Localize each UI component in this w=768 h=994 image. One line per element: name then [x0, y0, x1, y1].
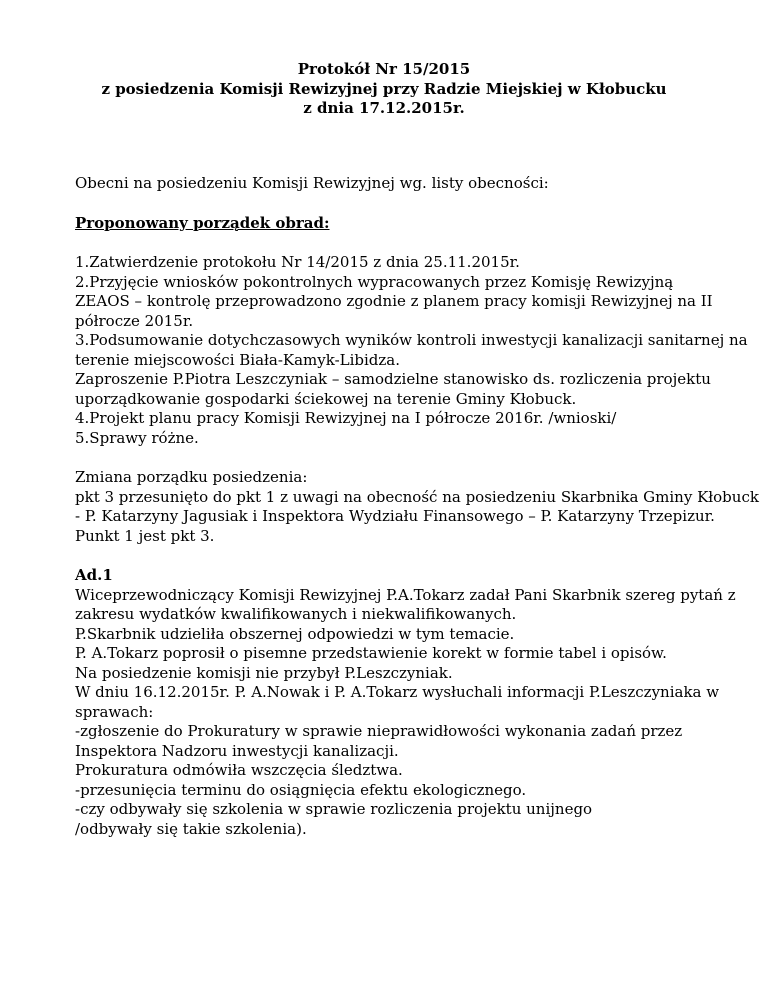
ad1-line: Inspektora Nadzoru inwestycji kanalizacji. [75, 741, 399, 760]
ad1-line: -czy odbywały się szkolenia w sprawie rozliczenia projektu unijnego [75, 800, 593, 818]
ad1-section [75, 585, 736, 840]
protocol-date: z dnia 17.12.2015r. [303, 99, 465, 117]
agenda-line: półrocze 2015r. [75, 311, 194, 330]
ad1-line: /odbywały się takie szkolenia). [75, 819, 307, 838]
ad1-line: P.Skarbnik udzieliła obszernej odpowiedzi w tym temacie. [75, 624, 515, 643]
agenda-line: 4.Projekt planu pracy Komisji Rewizyjnej na I półrocze 2016r. /wnioski/ [75, 409, 617, 427]
change-line: pkt 3 przesunięto do pkt 1 z uwagi na obecność na posiedzeniu Skarbnika Gminy Kłobuck [75, 487, 759, 506]
ad1-heading: Ad.1 [75, 566, 113, 584]
agenda-change-section [75, 468, 759, 546]
agenda-line: 1.Zatwierdzenie protokołu Nr 14/2015 z dnia 25.11.2015r. [75, 253, 520, 271]
agenda-list [75, 253, 748, 448]
agenda-heading: Proponowany porządek obrad: [75, 213, 330, 232]
ad1-line: Wiceprzewodniczący Komisji Rewizyjnej P.A.Tokarz zadał Pani Skarbnik szereg pytań z [75, 585, 736, 604]
agenda-line: 5.Sprawy różne. [75, 428, 199, 447]
agenda-line: Zaproszenie P.Piotra Leszczyniak – samodzielne stanowisko ds. rozliczenia projektu [75, 370, 711, 388]
agenda-line: 3.Podsumowanie dotychczasowych wyników kontroli inwestycji kanalizacji sanitarnej na [75, 331, 748, 349]
protocol-subtitle: z posiedzenia Komisji Rewizyjnej przy Radzie Miejskiej w Kłobucku [101, 79, 667, 98]
ad1-line: -zgłoszenie do Prokuratury w sprawie nieprawidłowości wykonania zadań przez [75, 722, 683, 740]
ad1-line: W dniu 16.12.2015r. P. A.Nowak i P. A.Tokarz wysłuchali informacji P.Leszczyniaka w [75, 683, 720, 701]
document-body [75, 174, 759, 839]
agenda-line: ZEAOS – kontrolę przeprowadzono zgodnie z planem pracy komisji Rewizyjnej na II [75, 292, 713, 310]
ad1-line: zakresu wydatków kwalifikowanych i niekwalifikowanych. [75, 605, 517, 623]
ad1-line: Prokuratura odmówiła wszczęcia śledztwa. [75, 761, 403, 779]
ad1-line: Na posiedzenie komisji nie przybył P.Leszczyniak. [75, 663, 453, 682]
change-line: Punkt 1 jest pkt 3. [75, 526, 215, 545]
ad1-line: sprawach: [75, 702, 154, 721]
protocol-title: Protokół Nr 15/2015 [297, 60, 471, 78]
agenda-line: 2.Przyjęcie wniosków pokontrolnych wypracowanych przez Komisję Rewizyjną [75, 272, 674, 291]
attendance-line: Obecni na posiedzeniu Komisji Rewizyjnej wg. listy obecności: [75, 174, 549, 192]
document-header [0, 60, 768, 119]
change-line: Zmiana porządku posiedzenia: [75, 468, 308, 486]
agenda-line: uporządkowanie gospodarki ściekowej na terenie Gminy Kłobuck. [75, 389, 577, 408]
change-line: - P. Katarzyny Jagusiak i Inspektora Wydziału Finansowego – P. Katarzyny Trzepizur. [75, 507, 715, 525]
agenda-line: terenie miejscowości Biała-Kamyk-Libidza. [75, 350, 401, 369]
ad1-line: -przesunięcia terminu do osiągnięcia efektu ekologicznego. [75, 780, 527, 799]
ad1-line: P. A.Tokarz poprosił o pisemne przedstawienie korekt w formie tabel i opisów. [75, 644, 667, 662]
